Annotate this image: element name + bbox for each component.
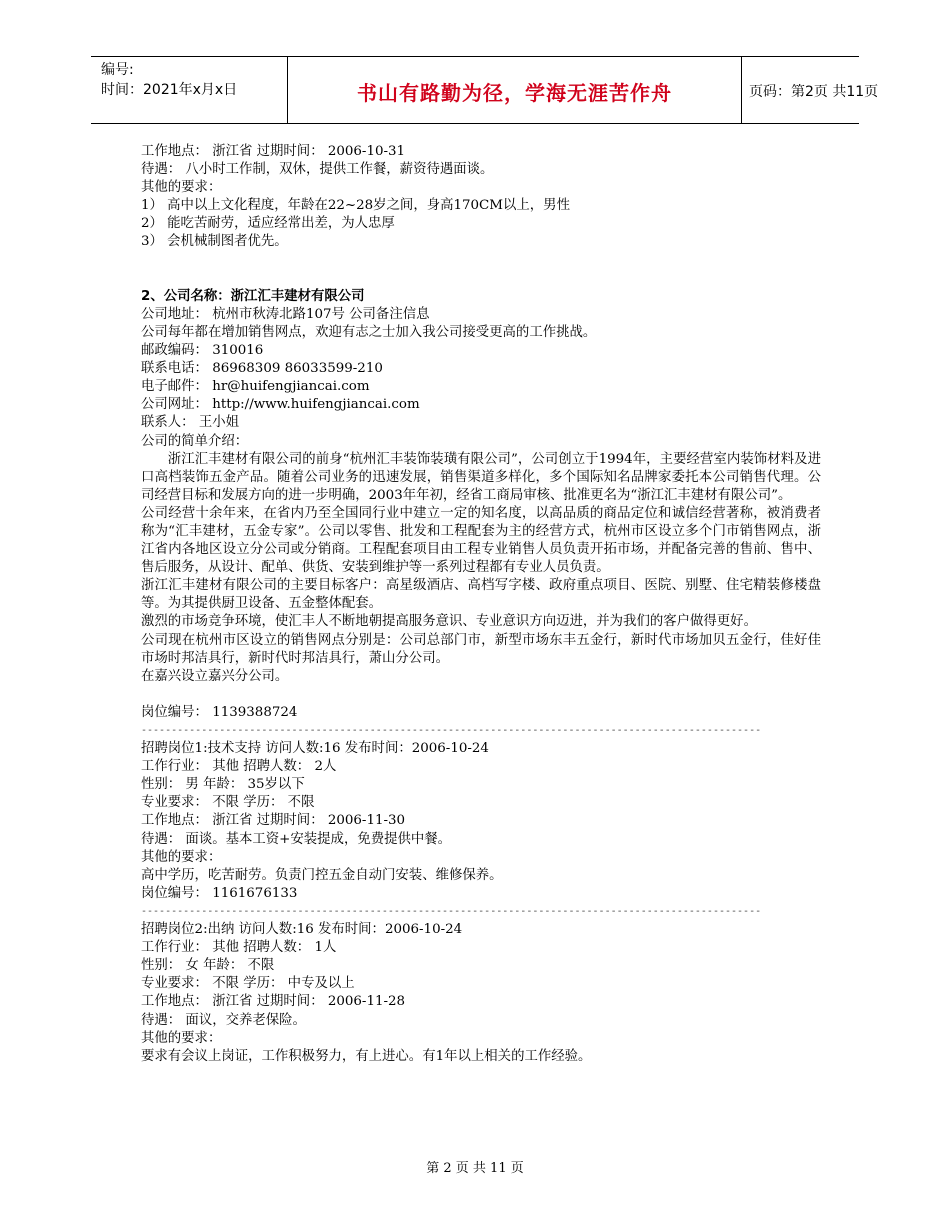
text-line: 其他的要求：	[141, 180, 222, 196]
text-line: 联系人： 王小姐	[141, 415, 239, 431]
page-label: 页码：第2页 共11页	[749, 84, 879, 100]
text-line: 专业要求： 不限 学历： 不限	[141, 795, 315, 811]
text-line: 要求有会议上岗证，工作积极努力，有上进心。有1年以上相关的工作经验。	[141, 1048, 592, 1064]
text-line: 专业要求： 不限 学历： 中专及以上	[141, 976, 355, 992]
text-line: 邮政编码： 310016	[141, 343, 264, 359]
page-header	[91, 56, 879, 124]
header-motto: 书山有路勤为径，学海无涯苦作舟	[357, 81, 672, 105]
text-line: 招聘岗位2:出纳 访问人数:16 发布时间：2006-10-24	[141, 922, 463, 938]
text-line: 性别： 女 年龄： 不限	[141, 958, 275, 974]
text-line: 在嘉兴设立嘉兴分公司。	[141, 668, 289, 684]
text-line: 待遇： 面谈。基本工资+安装提成，免费提供中餐。	[141, 831, 452, 847]
paragraph: 浙江汇丰建材有限公司的前身“杭州汇丰装饰装璜有限公司”，公司创立于1994年，主要经营室内装饰材料及进口高档装饰五金产品。随着公司业务的迅速发展，销售渠道多样化，多个国际知名品牌家委托本公司销售代理。公司经营目标和发展方向的进一步明确，2003年年初，经省工商局审核、批准更名为“浙江汇丰建材有限公司”。	[141, 451, 821, 503]
text-line: 工作行业： 其他 招聘人数： 1人	[141, 940, 337, 956]
text-line: 岗位编号： 1161676133	[141, 885, 298, 901]
header-left-cell	[91, 57, 287, 123]
separator-line: -------------------------------------------------------------------------------------------------------	[141, 725, 762, 736]
header-center-cell	[287, 57, 742, 123]
section-title: 2、公司名称：浙江汇丰建材有限公司	[141, 288, 365, 304]
text-line: 岗位编号： 1139388724	[141, 704, 298, 720]
text-line: 工作地点： 浙江省 过期时间： 2006-10-31	[141, 144, 406, 159]
document-body	[141, 143, 821, 1066]
text-line: 性别： 男 年龄： 35岁以下	[141, 777, 305, 793]
separator-line: -------------------------------------------------------------------------------------------------------	[141, 905, 762, 917]
text-line: 公司地址： 杭州市秋涛北路107号 公司备注信息	[141, 306, 430, 322]
text-line: 招聘岗位1:技术支持 访问人数:16 发布时间：2006-10-24	[141, 741, 489, 757]
text-line: 待遇： 面议，交养老保险。	[141, 1012, 306, 1028]
text-line: 联系电话： 86968309 86033599-210	[141, 361, 383, 377]
text-line: 2） 能吃苦耐劳，适应经常出差，为人忠厚	[141, 216, 395, 232]
time-label: 时间：2021年x月x日	[101, 82, 238, 98]
paragraph: 公司现在杭州市区设立的销售网点分别是：公司总部门市，新型市场东丰五金行，新时代市场加贝五金行，佳好佳市场时邦洁具行，新时代时邦洁具行，萧山分公司。	[141, 632, 821, 666]
text-line: 工作地点： 浙江省 过期时间： 2006-11-28	[141, 994, 406, 1010]
blank-line	[141, 252, 821, 288]
text-line: 电子邮件： hr@huifengjiancai.com	[141, 379, 370, 395]
text-line: 3） 会机械制图者优先。	[141, 234, 288, 250]
text-line: 其他的要求：	[141, 849, 222, 865]
blank-line	[141, 686, 821, 704]
paragraph: 浙江汇丰建材有限公司的主要目标客户：高星级酒店、高档写字楼、政府重点项目、医院、别墅、住宅精装修楼盘等。为其提供厨卫设备、五金整体配套。	[141, 578, 821, 612]
paragraph: 公司经营十余年来，在省内乃至全国同行业中建立一定的知名度，以高品质的商品定位和诚信经营著称，被消费者称为“汇丰建材，五金专家”。公司以零售、批发和工程配套为主的经营方式，杭州市区设立多个门市销售网点，浙江省内各地区设立分公司或分销商。工程配套项目由工程专业销售人员负责开拓市场，并配备完善的售前、售中、售后服务，从设计、配单、供货、安装到维护等一系列过程都有专业人员负责。	[141, 505, 821, 576]
text-line: 1） 高中以上文化程度，年龄在22~28岁之间，身高170CM以上，男性	[141, 198, 570, 214]
text-line: 公司的简单介绍：	[141, 433, 249, 449]
text-line: 工作行业： 其他 招聘人数： 2人	[141, 759, 337, 775]
text-line: 其他的要求：	[141, 1030, 222, 1046]
text-line: 公司网址： http://www.huifengjiancai.com	[141, 397, 420, 413]
text-line: 高中学历，吃苦耐劳。负责门控五金自动门安装、维修保养。	[141, 867, 503, 883]
paragraph: 激烈的市场竞争环境，使汇丰人不断地朝提高服务意识、专业意识方向迈进，并为我们的客户做得更好。	[141, 614, 757, 630]
header-right-cell	[741, 57, 879, 123]
text-line: 待遇： 八小时工作制，双休，提供工作餐，薪资待遇面谈。	[141, 162, 494, 178]
code-label: 编号:	[101, 62, 134, 78]
text-line: 公司每年都在增加销售网点，欢迎有志之士加入我公司接受更高的工作挑战。	[141, 324, 597, 340]
text-line: 工作地点： 浙江省 过期时间： 2006-11-30	[141, 813, 406, 829]
page-footer: 第 2 页 共 11 页	[426, 1161, 524, 1176]
